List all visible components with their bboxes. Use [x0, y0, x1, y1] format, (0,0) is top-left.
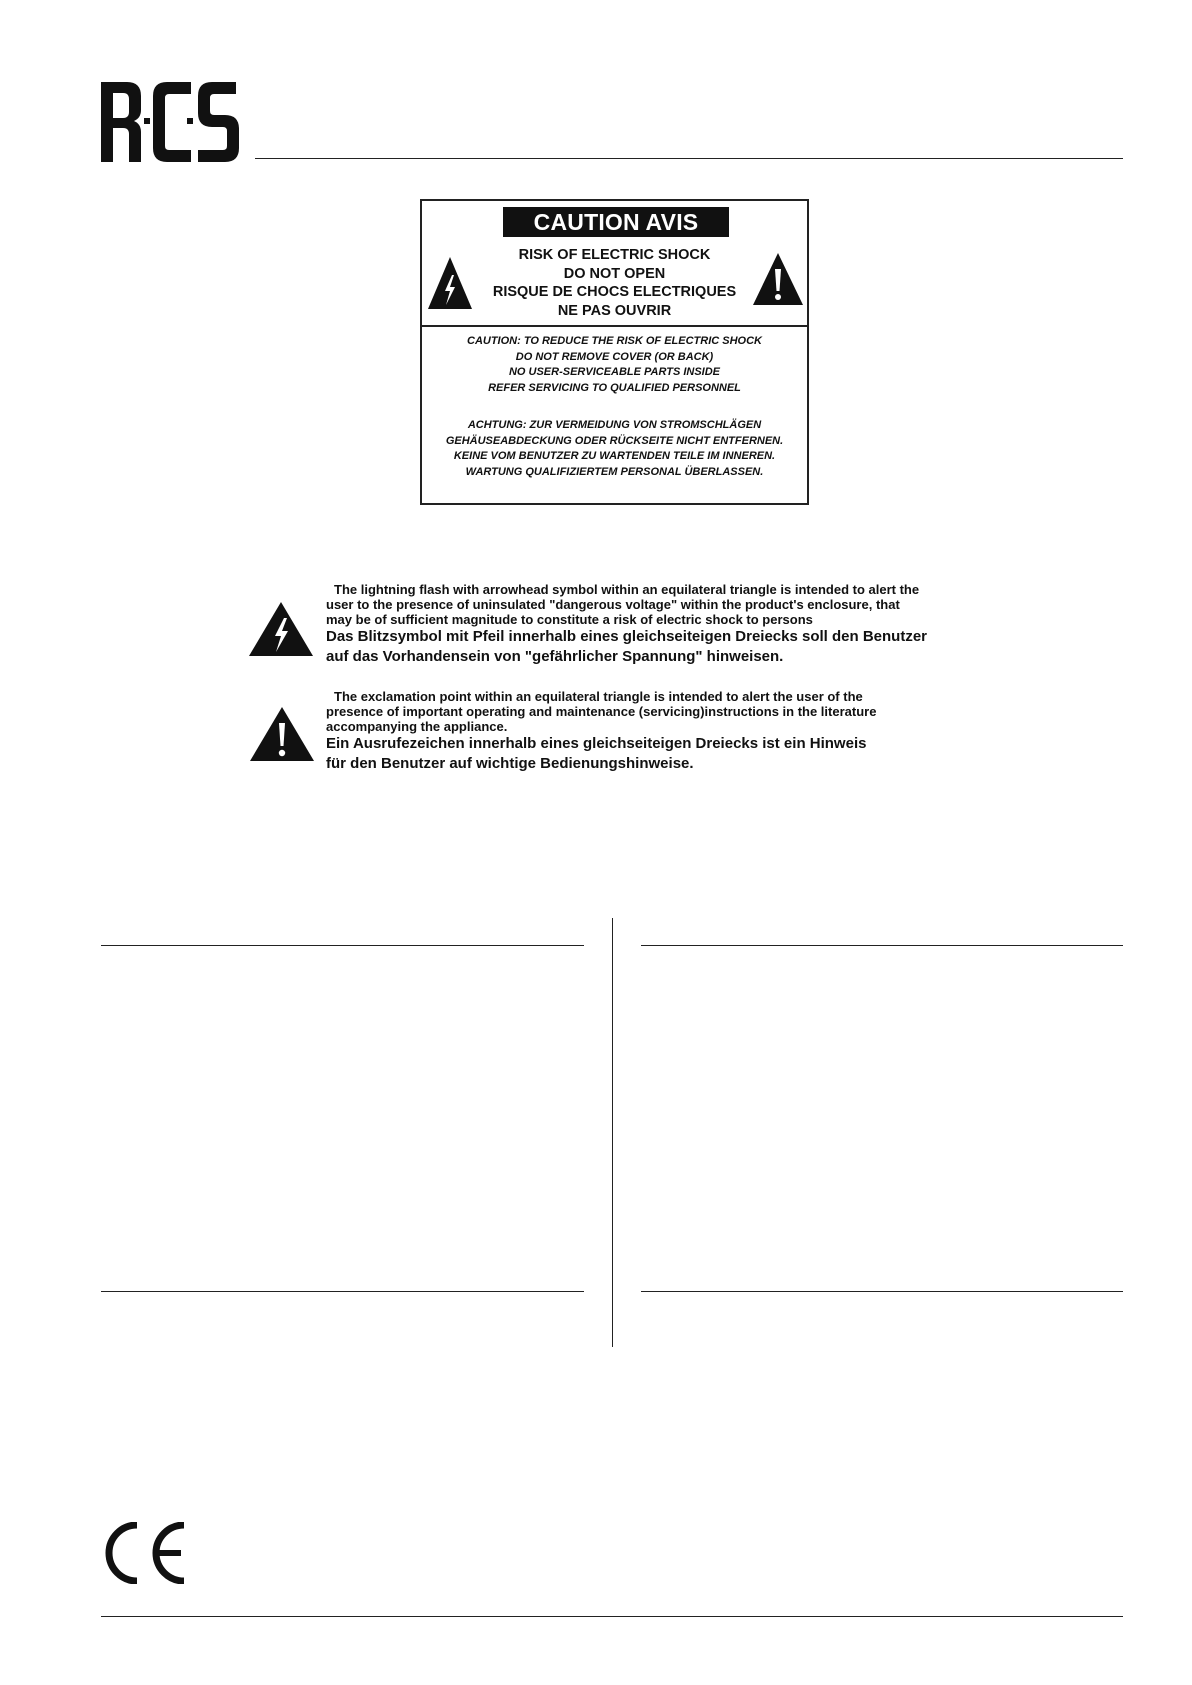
- header-rule: [255, 158, 1123, 159]
- exclamation-symbol-explanation: [326, 689, 986, 773]
- rcs-logo: [101, 82, 246, 162]
- explanation-line: für den Benutzer auf wichtige Bedienungshinweise.: [326, 754, 694, 772]
- left-column-bottom-rule: [101, 1291, 584, 1292]
- explanation-line: Das Blitzsymbol mit Pfeil innerhalb eines gleichseiteigen Dreiecks soll den Benutzer: [326, 628, 928, 645]
- shock-warning-text: [422, 246, 807, 320]
- caution-divider: [422, 325, 807, 327]
- column-divider: [612, 918, 613, 1347]
- right-column-bottom-rule: [641, 1291, 1123, 1292]
- caution-line: NO USER-SERVICEABLE PARTS INSIDE: [508, 366, 721, 378]
- warning-line: NE PAS OUVRIR: [557, 302, 672, 319]
- right-column-top-rule: [641, 945, 1123, 946]
- left-column-top-rule: [101, 945, 584, 946]
- warning-line: RISQUE DE CHOCS ELECTRIQUES: [492, 284, 737, 300]
- lightning-triangle-icon: [248, 600, 314, 658]
- explanation-line: user to the presence of uninsulated "dangerous voltage" within the product's enclosure, that: [326, 597, 900, 612]
- caution-title: CAUTION AVIS: [503, 207, 729, 237]
- caution-english-text: [422, 334, 807, 396]
- caution-line: WARTUNG QUALIFIZIERTEM PERSONAL ÜBERLASSEN.: [465, 465, 764, 478]
- warning-line: DO NOT OPEN: [563, 265, 666, 282]
- caution-line: GEHÄUSEABDECKUNG ODER RÜCKSEITE NICHT ENTFERNEN.: [445, 434, 784, 447]
- caution-label-box: [420, 199, 809, 505]
- explanation-line: presence of important operating and maintenance (servicing)instructions in the literature: [326, 704, 877, 719]
- explanation-line: may be of sufficient magnitude to constitute a risk of electric shock to persons: [326, 612, 813, 627]
- exclamation-triangle-icon: [752, 251, 804, 307]
- caution-line: REFER SERVICING TO QUALIFIED PERSONNEL: [488, 381, 741, 394]
- explanation-line: auf das Vorhandensein von "gefährlicher Spannung" hinweisen.: [326, 647, 784, 665]
- warning-line: RISK OF ELECTRIC SHOCK: [518, 247, 711, 263]
- ce-mark-icon: [101, 1522, 187, 1584]
- lightning-symbol-explanation: [326, 582, 986, 666]
- caution-line: DO NOT REMOVE COVER (OR BACK): [515, 350, 714, 363]
- explanation-line: Ein Ausrufezeichen innerhalb eines gleichseiteigen Dreiecks ist ein Hinweis: [326, 735, 867, 752]
- caution-line: CAUTION: TO REDUCE THE RISK OF ELECTRIC SHOCK: [467, 335, 762, 347]
- footer-rule: [101, 1616, 1123, 1617]
- caution-line: ACHTUNG: ZUR VERMEIDUNG VON STROMSCHLÄGEN: [467, 419, 762, 431]
- caution-line: KEINE VOM BENUTZER ZU WARTENDEN TEILE IM INNEREN.: [453, 450, 776, 462]
- explanation-line: The exclamation point within an equilateral triangle is intended to alert the user of the: [334, 689, 863, 704]
- explanation-line: The lightning flash with arrowhead symbol within an equilateral triangle is intended to alert the: [334, 582, 920, 597]
- caution-german-text: [422, 418, 807, 480]
- exclamation-triangle-icon: [249, 705, 315, 763]
- explanation-line: accompanying the appliance.: [326, 719, 508, 734]
